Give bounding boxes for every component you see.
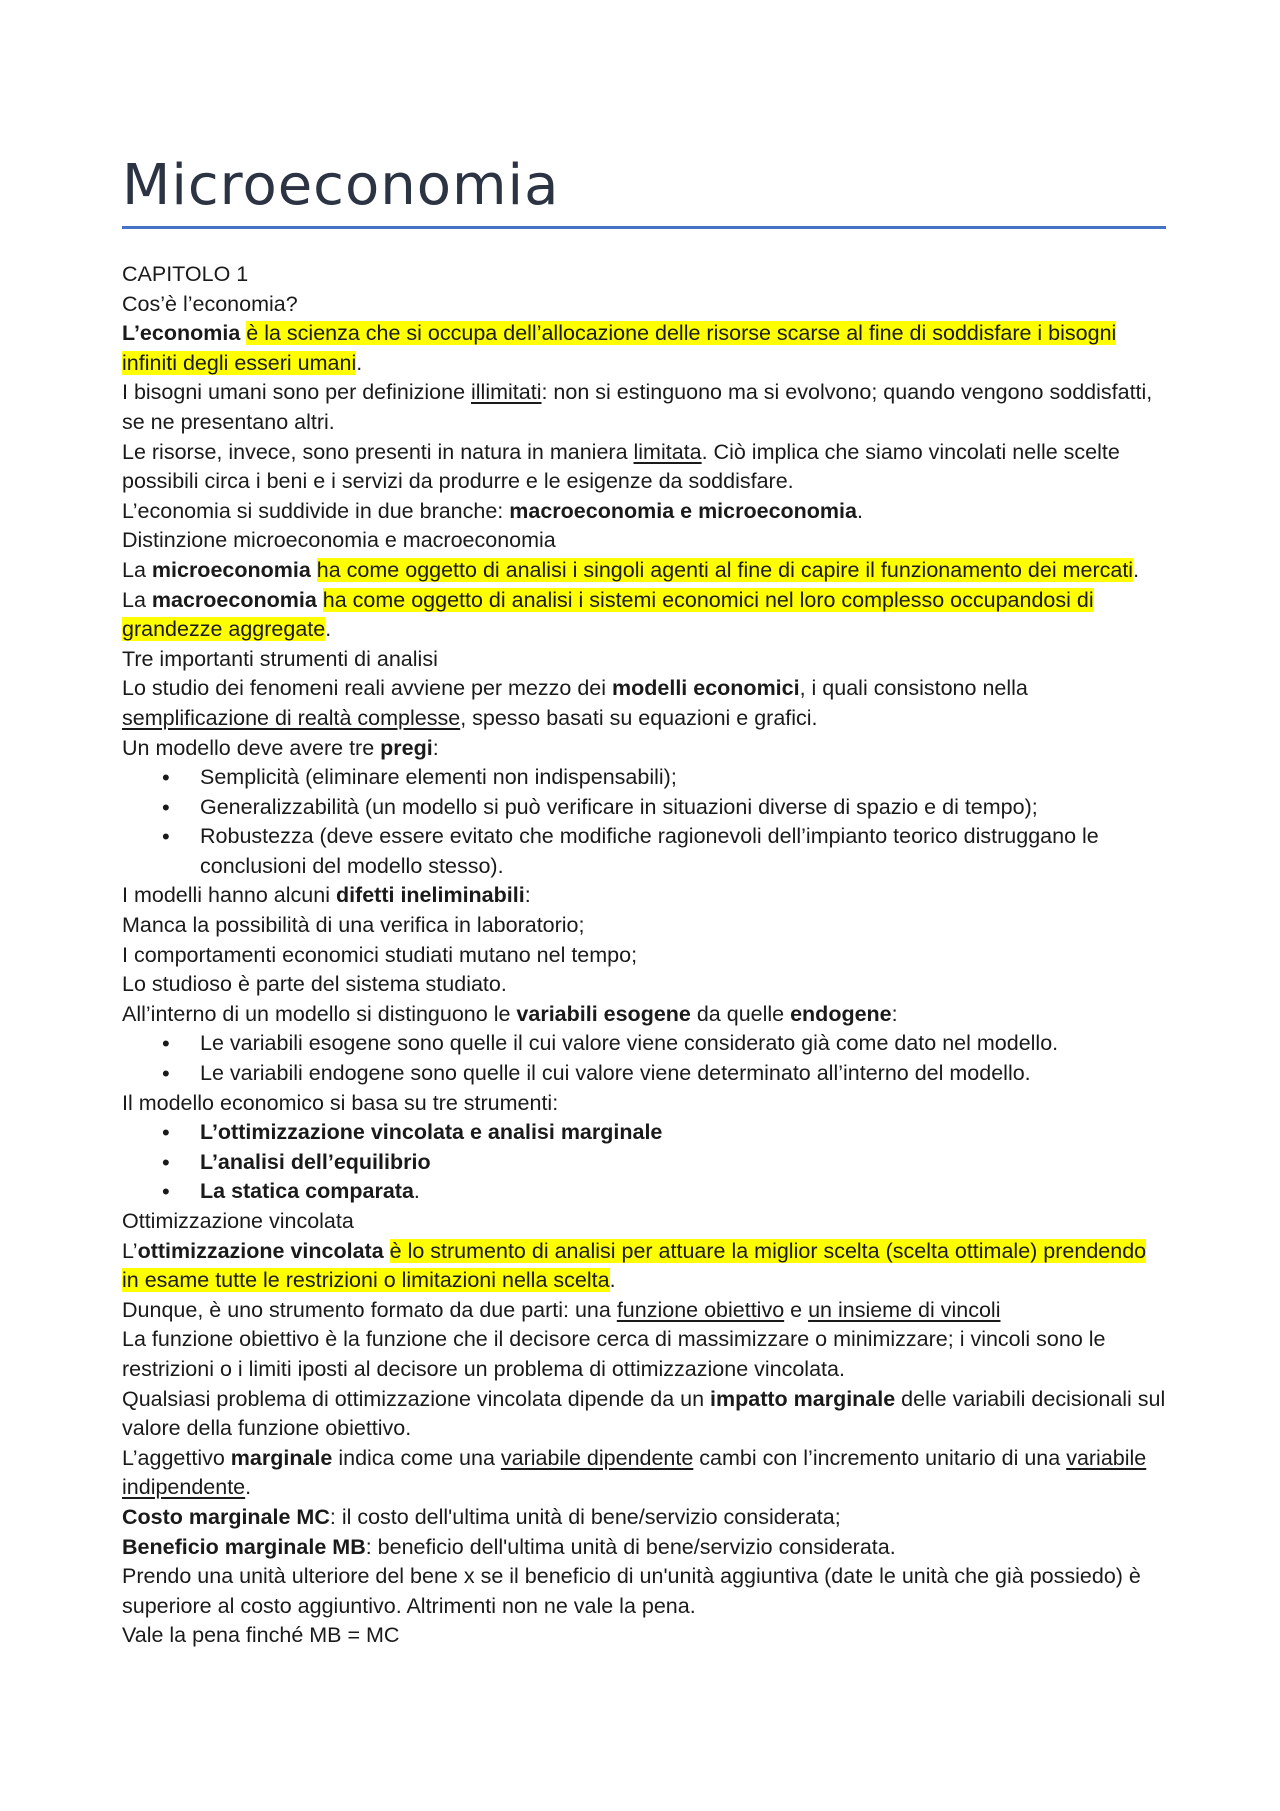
paragraph-variabili-intro [122, 1000, 1167, 1030]
underlined-insieme-vincoli: un insieme di vincoli [808, 1297, 1001, 1322]
text-span: : [891, 1001, 898, 1026]
highlight-definizione-macro: ha come oggetto di analisi i sistemi economici nel loro complesso occupandosi di grandezze aggregate [122, 587, 1094, 642]
text-span: da quelle [690, 1001, 791, 1026]
text-span: cambi con l’incremento unitario di una [693, 1445, 1067, 1470]
paragraph-qualsiasi [122, 1385, 1167, 1444]
punctuation: . [413, 1179, 420, 1204]
bold-strumento: L’ottimizzazione vincolata e analisi marginale [200, 1120, 663, 1145]
paragraph-difetti-intro [122, 881, 1167, 911]
term-economia: L’economia [122, 321, 241, 346]
punctuation: . [325, 617, 332, 642]
underlined-semplificazione: semplificazione di realtà complesse [122, 705, 461, 730]
underlined-variabile-indipendente: variabile indipendente [122, 1445, 1147, 1500]
text-span: I modelli hanno alcuni [122, 883, 336, 908]
punctuation: . [245, 1475, 252, 1500]
highlight-definizione-micro: ha come oggetto di analisi i singoli agenti al fine di capire il funzionamento dei mercati [316, 557, 1134, 582]
text-span: Le risorse, invece, sono presenti in natura in maniera [122, 439, 634, 464]
text-span [311, 558, 317, 582]
text-span: La [122, 587, 152, 612]
bold-marginale: marginale [230, 1445, 333, 1470]
text-span: Dunque, è uno strumento formato da due parti: una [122, 1297, 617, 1322]
text-span: indica come una [332, 1445, 501, 1470]
list-item: • Robustezza (deve essere evitato che modifiche ragionevoli dell’impianto teorico distruggano le conclusioni del modello stesso). [122, 822, 1167, 881]
text-span [384, 1239, 390, 1263]
paragraph-bisogni [122, 378, 1167, 437]
text-span: L’ [122, 1238, 138, 1263]
paragraph-vale: Vale la pena finché MB = MC [122, 1623, 400, 1648]
text-span: L’economia si suddivide in due branche: [122, 498, 510, 523]
bold-costo-marginale: Costo marginale MC [122, 1504, 330, 1529]
bold-pregi: pregi [380, 735, 433, 760]
paragraph-costo-marginale [122, 1503, 1167, 1533]
list-item: Manca la possibilità di una verifica in laboratorio; [122, 913, 585, 938]
bold-modelli-economici: modelli economici [612, 676, 800, 701]
underlined-limitata: limitata [633, 439, 702, 464]
text-span: : beneficio dell'ultima unità di bene/servizio considerata. [365, 1534, 896, 1559]
underlined-illimitati: illimitati [471, 380, 542, 405]
list-item: • Le variabili endogene sono quelle il cui valore viene determinato all’interno del modello. [122, 1059, 1167, 1089]
list-item: Lo studioso è parte del sistema studiato. [122, 972, 507, 997]
paragraph-strumenti-intro: Il modello economico si basa su tre strumenti: [122, 1090, 559, 1115]
paragraph-definizione-economia [122, 319, 1167, 378]
text-span: Un modello deve avere tre [122, 735, 381, 760]
list-item [122, 1148, 1167, 1178]
text-span: . Ciò implica che siamo vincolati nelle scelte possibili circa i beni e i servizi da produrre e le esigenze da soddisfare. [122, 439, 1120, 494]
paragraph-funzione-obiettivo: La funzione obiettivo è la funzione che il decisore cerca di massimizzare o minimizzare; i vincoli sono le restrizioni o i limiti iposti al decisore un problema di ottimizzazione vincolata. [122, 1327, 1106, 1381]
list-item: • Generalizzabilità (un modello si può verificare in situazioni diverse di spazio e di tempo); [122, 793, 1167, 823]
bold-variabili-esogene: variabili esogene [516, 1001, 691, 1026]
text-span: , i quali consistono nella [799, 676, 1028, 701]
list-item [122, 1118, 1167, 1148]
paragraph-dunque [122, 1296, 1167, 1326]
paragraph-definizione-micro [122, 556, 1167, 586]
page-title: Microeconomia [122, 153, 560, 218]
list-item [122, 1177, 1167, 1207]
text-span [317, 588, 323, 612]
bold-strumento: La statica comparata [200, 1179, 414, 1204]
bold-beneficio-marginale: Beneficio marginale MB [122, 1534, 366, 1559]
text-span: : [432, 735, 439, 760]
term-ottimizzazione-vincolata: ottimizzazione vincolata [137, 1238, 384, 1263]
term-microeconomia: microeconomia [151, 557, 311, 582]
list-item: • Le variabili esogene sono quelle il cui valore viene considerato già come dato nel modello. [122, 1029, 1167, 1059]
underlined-variabile-dipendente: variabile dipendente [500, 1445, 694, 1470]
highlight-definizione-economia: è la scienza che si occupa dell’allocazione delle risorse scarse al fine di soddisfare i bisogni infiniti degli esseri umani [122, 321, 1117, 375]
section-heading-economia: Cos’è l’economia? [122, 291, 298, 316]
text-span: L’aggettivo [122, 1445, 231, 1470]
text-span: La [122, 557, 152, 582]
highlight-definizione-ottimizzazione: è lo strumento di analisi per attuare la miglior scelta (scelta ottimale) prendendo in esame tutte le restrizioni o limitazioni nella scelta [122, 1238, 1147, 1293]
bold-difetti: difetti ineliminabili [335, 883, 525, 908]
text-span: , spesso basati su equazioni e grafici. [460, 705, 818, 730]
bold-strumento: L’analisi dell’equilibrio [200, 1149, 431, 1174]
paragraph-definizione-ottimizzazione [122, 1237, 1167, 1296]
list-strumenti [122, 1118, 1167, 1207]
paragraph-branche [122, 497, 1167, 527]
punctuation: . [1133, 557, 1140, 582]
paragraph-studio [122, 674, 1167, 733]
punctuation: . [356, 350, 363, 375]
text-span: : [524, 883, 531, 908]
section-heading-strumenti: Tre importanti strumenti di analisi [122, 646, 438, 671]
text-span: delle variabili decisionali sul valore della funzione obiettivo. [122, 1386, 1166, 1441]
underlined-funzione-obiettivo: funzione obiettivo [616, 1297, 785, 1322]
list-item: • Semplicità (eliminare elementi non indispensabili); [122, 763, 1167, 793]
paragraph-risorse [122, 438, 1167, 497]
term-macroeconomia: macroeconomia [151, 587, 317, 612]
bold-impatto-marginale: impatto marginale [710, 1386, 896, 1411]
paragraph-definizione-macro [122, 586, 1167, 645]
paragraph-pregi-intro [122, 734, 1167, 764]
bold-branche: macroeconomia e microeconomia [509, 498, 857, 523]
text-span: . [856, 498, 863, 523]
bold-endogene: endogene [790, 1001, 892, 1026]
text-span: : non si estinguono ma si evolvono; quando vengono soddisfatti, se ne presentano altri. [122, 380, 1153, 434]
paragraph-beneficio-marginale [122, 1533, 1167, 1563]
document-body [122, 260, 1167, 1651]
text-span: Lo studio dei fenomeni reali avviene per mezzo dei [122, 676, 613, 701]
section-heading-distinzione: Distinzione microeconomia e macroeconomia [122, 528, 556, 553]
text-span: I bisogni umani sono per definizione [122, 380, 471, 405]
text-span: : il costo dell'ultima unità di bene/servizio considerata; [329, 1504, 841, 1529]
section-heading-ottimizzazione: Ottimizzazione vincolata [122, 1209, 354, 1233]
list-variabili [122, 1029, 1167, 1088]
title-underline-rule [122, 226, 1166, 229]
list-item: I comportamenti economici studiati mutano nel tempo; [122, 942, 638, 967]
list-pregi [122, 763, 1167, 881]
text-span: All’interno di un modello si distinguono le [122, 1001, 517, 1026]
chapter-label: CAPITOLO 1 [122, 262, 249, 286]
punctuation: . [609, 1268, 616, 1293]
paragraph-prendo: Prendo una unità ulteriore del bene x se il beneficio di un'unità aggiuntiva (date le unità che già possiedo) è superiore al costo aggiuntivo. Altrimenti non ne vale la pena. [122, 1564, 1141, 1618]
text-span: Qualsiasi problema di ottimizzazione vincolata dipende da un [122, 1386, 711, 1411]
paragraph-aggettivo [122, 1444, 1167, 1503]
text-span: e [784, 1297, 809, 1322]
